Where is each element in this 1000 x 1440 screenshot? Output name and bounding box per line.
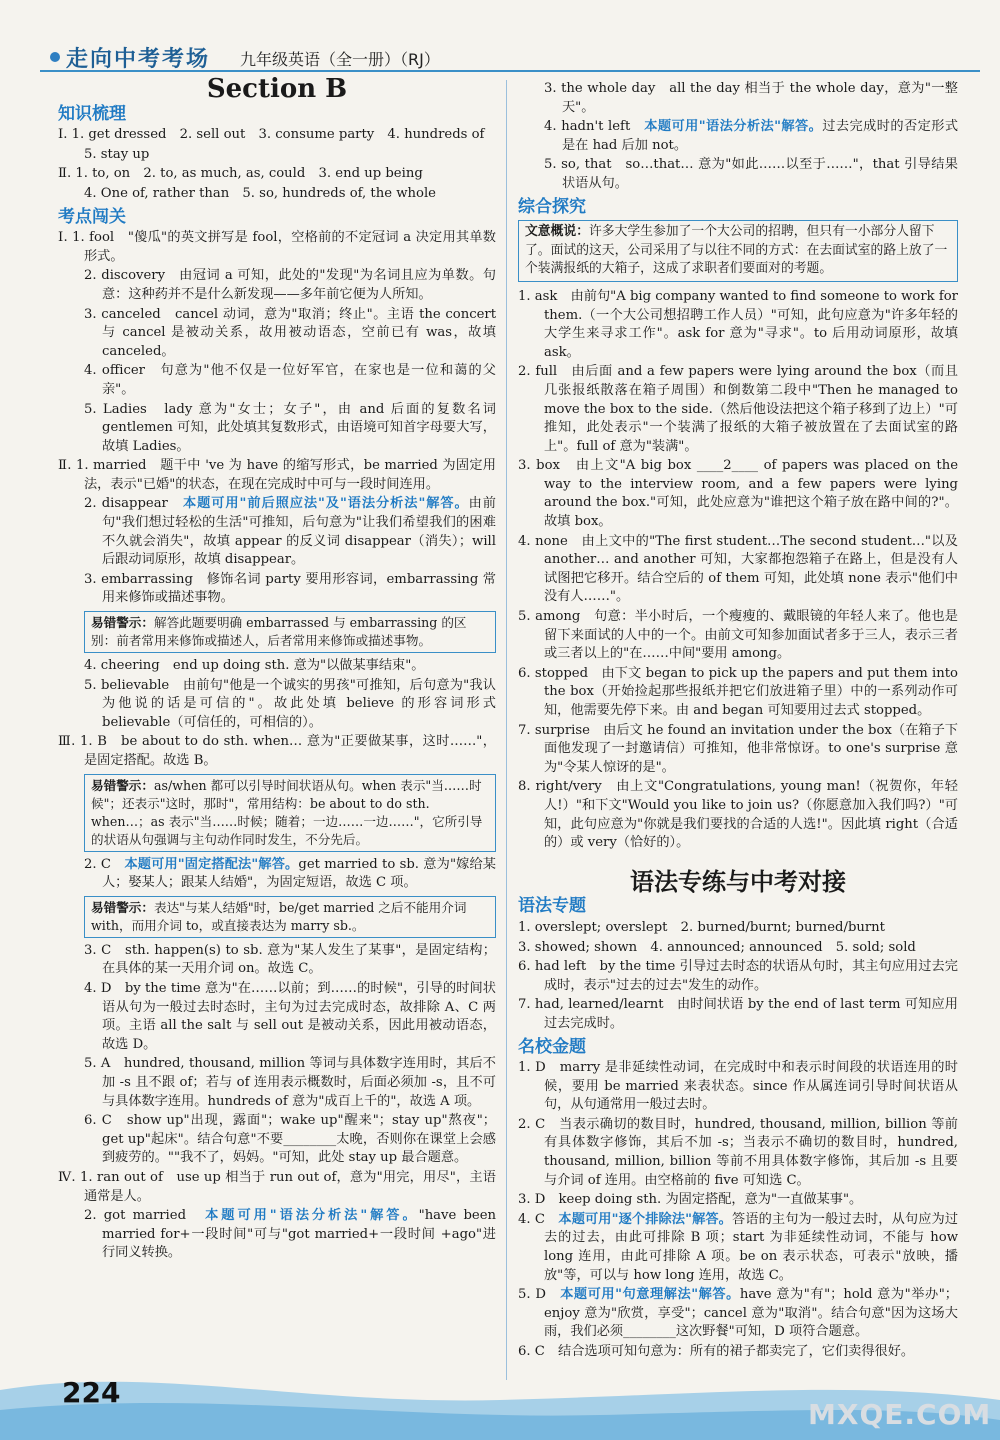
answer-text: 1. D marry 是非延续性动词，在完成时中和表示时间段的状语连用的时候，要用 be married 来表状态。since 作从属连词引导时间状语从句，从句通常用一般过去时。 bbox=[518, 1060, 958, 1113]
right-column bbox=[518, 80, 958, 1363]
answer-item bbox=[58, 677, 496, 733]
answer-text: 2. discovery 由冠词 a 可知，此处的"发现"为名词且应为单数。句意：这种药并不是什么新发现——多年前它便为人所知。 bbox=[84, 268, 496, 302]
warning-box bbox=[84, 611, 496, 653]
answer-text: 6. C show up"出现，露面"；wake up"醒来"；stay up"熬夜"；get up"起床"。结合句意"不要________太晚，否则你在课堂上会感到疲劳的。""我不了，妈妈。"可知，此处 stay up 最合题意。 bbox=[84, 1113, 496, 1166]
list-item: Ⅰ. 1. get dressed 2. sell out 3. consume party 4. hundreds of bbox=[58, 127, 485, 143]
method-tip: 本题可用"句意理解法"解答。 bbox=[560, 1287, 740, 1303]
answer-item bbox=[58, 306, 496, 362]
answer-item bbox=[518, 996, 958, 1033]
answer-text: 4. none 由上文中的"The first student…The second student…"以及 another… and another 可知，大家都抱怨箱子在路上，但是没有人试图把它移开。结合空后的 of them 可知，此处填 none 表示"他们中没有人……"。 bbox=[518, 533, 958, 605]
answer-text: 5. believable 由前句"他是一个诚实的男孩"可推知，后句意为"我认为他说的话是可信的"。故此处填 believe 的形容词形式 believable（可信任的，可相信的）。 bbox=[84, 677, 496, 730]
answer-item bbox=[518, 778, 958, 852]
answer-item bbox=[58, 657, 496, 676]
answer-item bbox=[58, 1055, 496, 1111]
answer-text: 5. Ladies lady 意为"女士；女子"，由 and 后面的复数名词 gentlemen 可知，此处填其复数形式，由语境可知首字母要大写，故填 Ladies。 bbox=[84, 401, 496, 454]
answer-text: get married to sb. 意为"嫁给某人；娶某人；跟某人结婚"，为固定短语，故选 C 项。 bbox=[102, 856, 496, 891]
answer-item bbox=[58, 942, 496, 979]
answer-text: Ⅰ. 1. fool "傻瓜"的英文拼写是 fool，空格前的不定冠词 a 决定用其单数形式。 bbox=[58, 230, 496, 264]
warning-label: 易错警示： bbox=[91, 899, 154, 915]
answer-text: 6. had left by the time 引导过去时态的状语从句时，其主句应用过去完成时，表示"过去的过去"发生的动作。 bbox=[518, 959, 958, 993]
answer-item bbox=[58, 401, 496, 457]
answer-text: 7. surprise 由后文 he found an invitation under the box（在箱子下面他发现了一封邀请信）可推知，他非常惊讶。to one's surprise 意为"令某人惊讶的是"。 bbox=[518, 722, 958, 775]
zhishi-list bbox=[58, 126, 496, 203]
answer-text: 4. cheering end up doing sth. 意为"以做某事结束"。 bbox=[84, 658, 425, 674]
left-column bbox=[58, 74, 496, 1264]
warning-text: 表达"与某人结婚"时，be/get married 之后不能用介词 with，而用介词 to，或直接表达为 marry sb.。 bbox=[91, 899, 467, 933]
method-tip: 本题可用"逐个排除法"解答。 bbox=[558, 1211, 732, 1227]
answer-text: have 意为"有"；hold 意为"举办"；enjoy 意为"欣赏，享受"；cancel 意为"取消"。结合句意"因为这场大雨，我们必须________这次野餐"可知，D 项符合题意。 bbox=[544, 1287, 958, 1340]
list-item: Ⅱ. 1. to, on 2. to, as much, as, could 3. end up being bbox=[58, 166, 423, 182]
yufa-heading: 语法专题 bbox=[518, 896, 586, 917]
answer-text: 3. embarrassing 修饰名词 party 要用形容词，embarrassing 常用来修饰或描述事物。 bbox=[84, 571, 496, 606]
answer-text: 8. right/very 由上文"Congratulations, young man!（祝贺你，年轻人!）"和下文"Would you like to join us?（你愿意加入我们吗?）"可知，此句应意为"你就是我们要找的合适的人选!"。因此填 right（合适的）或 very（恰好的）。 bbox=[518, 779, 958, 851]
answer-item bbox=[58, 457, 496, 494]
warning-text: 解答此题要明确 embarrassed 与 embarrassing 的区别：前者常用来修饰或描述人，后者常用来修饰或描述事物。 bbox=[91, 615, 467, 649]
page-header bbox=[40, 40, 980, 72]
answer-text: 7. had, learned/learnt 由时间状语 by the end of last term 可知应用过去完成时。 bbox=[518, 997, 958, 1031]
answer-item bbox=[58, 1207, 496, 1263]
answer-item bbox=[518, 288, 958, 362]
answer-item bbox=[518, 1191, 958, 1210]
answer-text: Ⅱ. 1. married 题干中 've 为 have 的缩写形式，be married 为固定用法，表示"已婚"的状态，在现在完成时中可与一段时间连用。 bbox=[58, 458, 496, 492]
warning-box bbox=[84, 896, 496, 938]
watermark: MXQE.COM bbox=[808, 1398, 992, 1431]
answer-text: 1. ask 由前句"A big company wanted to find someone to work for them.（一个大公司想招聘工作人员）"可知，此句应意为"许多年轻的大学生来寻求工作"。ask for 意为"寻求"。to 后用动词原形，故填 ask。 bbox=[518, 288, 958, 360]
warning-label: 易错警示： bbox=[91, 777, 154, 793]
overview-label: 文意概说： bbox=[525, 224, 589, 240]
answer-item bbox=[58, 362, 496, 399]
answer-key: 2. C bbox=[84, 856, 125, 872]
answer-text: 2. C 当表示确切的数目时，hundred, thousand, million, billion 等前有具体数字修饰，其后不加 -s；当表示不确切的数目时，hundred, thousand, million, billion 等前不用具体数字修饰，其后加 -s 且要与介词 of 连用。由空格前的 five 可知选 C。 bbox=[518, 1116, 958, 1188]
answer-item bbox=[58, 267, 496, 304]
answer-text: 过去完成时的否定形式是在 had 后加 not。 bbox=[562, 119, 959, 153]
answer-item bbox=[518, 958, 958, 995]
method-tip: 本题可用"固定搭配法"解答。 bbox=[124, 856, 299, 872]
method-tip: 本题可用"前后照应法"及"语法分析法"解答。 bbox=[182, 496, 469, 512]
overview-box bbox=[518, 220, 958, 282]
answer-item bbox=[518, 156, 958, 193]
answer-item bbox=[518, 722, 958, 778]
kaodian-heading: 考点闯关 bbox=[58, 206, 126, 227]
column-divider bbox=[506, 80, 507, 1380]
answer-item bbox=[518, 118, 958, 155]
mingxiao-heading: 名校金题 bbox=[518, 1036, 586, 1057]
warning-text: as/when 都可以引导时间状语从句。when 表示"当……时候"；还表示"这时，那时"，常用结构：be about to do sth. when…；as 表示"当……时候；随着；一边……一边……"，它所引导的状语从句强调与主句动作同时发生，不分先后。 bbox=[91, 777, 483, 847]
answer-item bbox=[58, 980, 496, 1054]
answer-key: 4. hadn't left bbox=[544, 119, 645, 135]
answer-text: 6. C 结合选项可知句意为：所有的裙子都卖完了，它们卖得很好。 bbox=[518, 1344, 915, 1359]
answer-text: 由前句"我们想过轻松的生活"可推知，后句意为"让我们希望我们的困难不久就会消失"，故填 appear 的反义词 disappear（消失）；will 后跟动词原形，故填 disappear。 bbox=[102, 496, 496, 568]
answer-item bbox=[518, 939, 958, 958]
zonghe-list bbox=[518, 288, 958, 853]
section-title: Section B bbox=[206, 74, 348, 104]
answer-text: 1. overslept; overslept 2. burned/burnt; burned/burnt bbox=[518, 919, 885, 935]
book-title: 九年级英语（全一册）（RJ） bbox=[240, 50, 440, 69]
answer-item bbox=[518, 1059, 958, 1115]
answer-item bbox=[518, 1211, 958, 1285]
method-tip: 本题可用"语法分析法"解答。 bbox=[205, 1208, 419, 1224]
method-tip: 本题可用"语法分析法"解答。 bbox=[644, 119, 823, 135]
answer-item bbox=[58, 733, 496, 770]
answer-text: Ⅲ. 1. B be about to do sth. when… 意为"正要做某事，这时……"，是固定搭配。故选 B。 bbox=[58, 734, 496, 768]
continued-list bbox=[518, 80, 958, 194]
answer-text: 5. so, that so…that… 意为"如此……以至于……"，that 引导结果状语从句。 bbox=[544, 157, 958, 191]
grammar-title: 语法专练与中考对接 bbox=[630, 867, 846, 896]
answer-item bbox=[518, 608, 958, 664]
zonghe-heading: 综合探究 bbox=[518, 196, 586, 217]
answer-item bbox=[518, 80, 958, 117]
answer-text: 3. box 由上文"A big box ____2____ of papers was placed on the way to the interview room, and a few papers were lying around the box."可知，此处应意为"谁把这个箱子放在路中间的?"。故填 box。 bbox=[518, 458, 958, 530]
answer-text: Ⅳ. 1. ran out of use up 相当于 run out of，意为"用完，用尽"，主语通常是人。 bbox=[58, 1169, 496, 1204]
answer-key: 4. C bbox=[518, 1211, 559, 1227]
answer-item bbox=[58, 495, 496, 569]
answer-item bbox=[58, 1112, 496, 1168]
answer-item bbox=[58, 1169, 496, 1206]
answer-item bbox=[58, 571, 496, 608]
answer-text: 6. stopped 由下文 began to pick up the papers and put them into the box（开始捡起那些报纸并把它们放进箱子里）中的一系列动作可知，他需要先停下来。由 and began 可知要用过去式 stopped。 bbox=[518, 665, 958, 718]
answer-text: 3. canceled cancel 动词，意为"取消；终止"。主语 the concert 与 cancel 是被动关系，故用被动语态，空前已有 was，故填 canceled。 bbox=[84, 306, 496, 359]
answer-item bbox=[518, 665, 958, 721]
answer-item bbox=[518, 1343, 958, 1362]
answer-item bbox=[58, 229, 496, 266]
answer-item bbox=[518, 1116, 958, 1190]
answer-item bbox=[58, 856, 496, 893]
page-number: 224 bbox=[62, 1376, 121, 1409]
answer-text: 答语的主句为一般过去时，从句应为过去的过去，由此可排除 B 项；start 为非延续性动词，不能与 how long 连用，由此可排除 A 项。be on 表示状态，可表示"放映，播放"等，可以与 how long 连用，故选 C。 bbox=[544, 1211, 959, 1283]
answer-text: 3. showed; shown 4. announced; announced 5. sold; sold bbox=[518, 939, 916, 955]
answer-key: 2. got married bbox=[84, 1208, 206, 1224]
answer-text: 3. the whole day all the day 相当于 the whole day，意为"一整天"。 bbox=[544, 81, 958, 115]
warning-box bbox=[84, 774, 496, 852]
list-item: 5. stay up bbox=[84, 146, 150, 162]
answer-key: 2. disappear bbox=[84, 496, 183, 512]
zhishi-heading: 知识梳理 bbox=[58, 103, 126, 124]
answer-key: 5. D bbox=[518, 1287, 561, 1303]
answer-text: 3. C sth. happen(s) to sb. 意为"某人发生了某事"，是固定结构；在具体的某一天用介词 on。故选 C。 bbox=[84, 942, 496, 977]
yufa-list bbox=[518, 919, 958, 1034]
overview-text: 许多大学生参加了一个大公司的招聘，但只有一小部分人留下了。面试的这天，公司采用了与以往不同的方式：在去面试室的路上放了一个装满报纸的大箱子，这成了求职者们要面对的考题。 bbox=[525, 224, 948, 277]
warning-label: 易错警示： bbox=[91, 615, 154, 631]
answer-text: 2. full 由后面 and a few papers were lying around the box（而且几张报纸散落在箱子周围）和倒数第二段中"Then he managed to move the box to the side.（然后他设法把这个箱子移到了边上）"可推知，此处表示"一个装满了报纸的大箱子被放置在了去面试室的路上"。full of 意为"装满"。 bbox=[518, 364, 958, 454]
answer-item bbox=[518, 533, 958, 607]
answer-item bbox=[518, 363, 958, 456]
answer-text: "have been married for+一段时间"可与"got married+一段时间 +ago"进行同义转换。 bbox=[102, 1208, 496, 1261]
answer-text: 3. D keep doing sth. 为固定搭配，意为"一直做某事"。 bbox=[518, 1192, 863, 1208]
kaodian-list bbox=[58, 229, 496, 1263]
answer-text: 4. officer 句意为"他不仅是一位好军官，在家也是一位和蔼的父亲"。 bbox=[84, 363, 496, 397]
list-item: 4. One of, rather than 5. so, hundreds of, the whole bbox=[84, 185, 436, 201]
mingxiao-list bbox=[518, 1059, 958, 1362]
answer-text: 5. among 句意：半小时后，一个瘦瘦的、戴眼镜的年轻人来了。他也是留下来面试的人中的一个。由前文可知参加面试者多于三人，表示三者或三者以上的"在……中间"要用 among。 bbox=[518, 609, 958, 662]
answer-item bbox=[518, 457, 958, 531]
answer-item bbox=[518, 919, 958, 938]
bullet-dot-icon bbox=[50, 52, 60, 62]
answer-item bbox=[518, 1286, 958, 1342]
answer-text: 4. D by the time 意为"在……以前；到……的时候"，引导的时间状语从句为一般过去时态时，主句为过去完成时态，故排除 A、C 两项。主语 all the salt 与 sell out 是被动关系，因此用被动语态，故选 D。 bbox=[84, 980, 496, 1052]
answer-text: 5. A hundred, thousand, million 等词与具体数字连用时，其后不加 -s 且不跟 of；若与 of 连用表示概数时，后面必须加 -s，且不可与具体数字连用。hundreds of 意为"成百上千的"，故选 A 项。 bbox=[84, 1056, 496, 1109]
brand-title: 走向中考考场 bbox=[66, 46, 211, 72]
